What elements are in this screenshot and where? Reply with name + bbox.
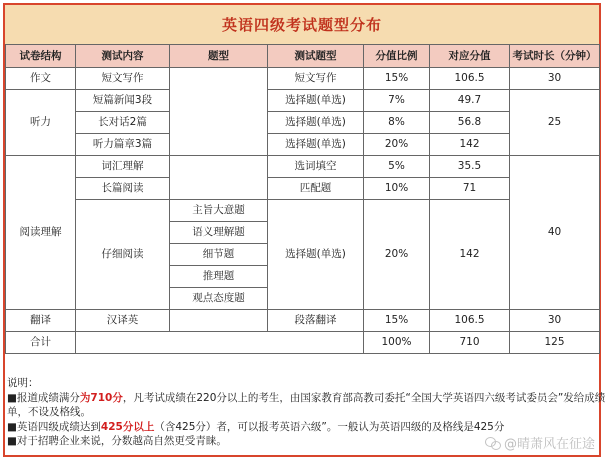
time-cell: 30 [510,68,600,90]
header-cell: 考试时长（分钟） [510,45,600,68]
section-cell: 作文 [6,68,76,90]
header-cell: 测试内容 [76,45,170,68]
note-text: ■报道成绩满分 [7,391,80,404]
ratio-cell: 15% [364,310,430,332]
header-cell: 题型 [170,45,268,68]
total-row [6,332,600,354]
time-cell: 25 [510,90,600,156]
score-cell: 56.8 [430,112,510,134]
score-cell: 106.5 [430,310,510,332]
header-cell: 试卷结构 [6,45,76,68]
test-type-cell: 选择题(单选) [268,134,364,156]
content-cell: 短文写作 [76,68,170,90]
table-title: 英语四级考试题型分布 [5,5,599,44]
subtype-cell: 语义理解题 [170,222,268,244]
total-ratio-cell: 100% [364,332,430,354]
test-type-cell: 段落翻译 [268,310,364,332]
total-time-cell: 125 [510,332,600,354]
ratio-cell: 10% [364,178,430,200]
subtype-cell: 推理题 [170,266,268,288]
table-row [6,90,600,112]
exam-structure-table [5,44,600,354]
watermark-text: @晴萧风在征途 [503,437,595,452]
total-label-cell: 合计 [6,332,76,354]
header-cell: 分值比例 [364,45,430,68]
time-cell: 30 [510,310,600,332]
table-row [6,310,600,332]
score-cell: 142 [430,200,510,310]
qtype-empty-cell [170,310,268,332]
test-type-cell: 选择题(单选) [268,200,364,310]
header-cell: 对应分值 [430,45,510,68]
score-cell: 71 [430,178,510,200]
test-type-cell: 短文写作 [268,68,364,90]
ratio-cell: 15% [364,68,430,90]
content-cell: 长篇阅读 [76,178,170,200]
note-highlight: 425分以上 [100,420,155,433]
qtype-empty-cell [170,156,268,200]
section-cell: 翻译 [6,310,76,332]
content-cell: 短篇新闻3段 [76,90,170,112]
content-cell: 听力篇章3篇 [76,134,170,156]
score-cell: 49.7 [430,90,510,112]
chat-bubble-icon [485,437,500,449]
note-line-1 [7,391,606,406]
table-row [6,156,600,178]
test-type-cell: 选词填空 [268,156,364,178]
subtype-cell: 观点态度题 [170,288,268,310]
note-line-4: ■对于招聘企业来说，分数越高自然更受青睐。 [7,435,227,447]
note-line-3 [7,420,597,435]
qtype-empty-cell [170,68,268,156]
note-text: ■英语四级成绩达到 [7,420,101,433]
ratio-cell: 20% [364,134,430,156]
header-cell: 测试题型 [268,45,364,68]
total-score-cell: 710 [430,332,510,354]
note-text: （含425分）者，可以报考英语六级”。一般认为英语四级的及格线是425分 [154,420,505,433]
header-row [6,45,600,68]
subtype-cell: 主旨大意题 [170,200,268,222]
test-type-cell: 选择题(单选) [268,112,364,134]
section-cell: 阅读理解 [6,156,76,310]
notes-heading: 说明： [7,377,39,389]
ratio-cell: 8% [364,112,430,134]
test-type-cell: 选择题(单选) [268,90,364,112]
time-cell: 40 [510,156,600,310]
table-row [6,68,600,90]
test-type-cell: 匹配题 [268,178,364,200]
score-cell: 35.5 [430,156,510,178]
ratio-cell: 20% [364,200,430,310]
content-cell: 词汇理解 [76,156,170,178]
note-text: ，凡考试成绩在220分以上的考生，由国家教育部高教司委托“全国大学英语四六级考试委员会”发给成绩 [122,391,606,404]
content-cell: 仔细阅读 [76,200,170,310]
score-cell: 106.5 [430,68,510,90]
content-cell: 汉译英 [76,310,170,332]
ratio-cell: 5% [364,156,430,178]
score-cell: 142 [430,134,510,156]
subtype-cell: 细节题 [170,244,268,266]
content-cell: 长对话2篇 [76,112,170,134]
watermark [485,433,595,452]
ratio-cell: 7% [364,90,430,112]
note-line-2: 单，不设及格线。 [7,406,91,418]
section-cell: 听力 [6,90,76,156]
total-empty-cell [76,332,364,354]
note-highlight: 为710分 [79,391,123,404]
